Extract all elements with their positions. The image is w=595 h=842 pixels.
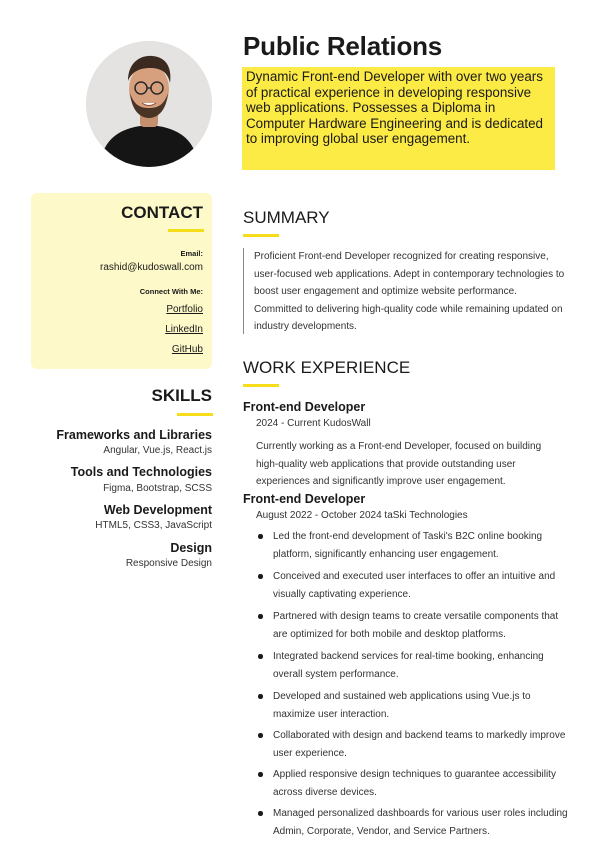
email-value[interactable]: rashid@kudoswall.com (100, 262, 203, 273)
list-item: Applied responsive design techniques to guarantee accessibility across diverse devices. (258, 766, 568, 801)
connect-label: Connect With Me: (139, 287, 203, 296)
skills-heading: SKILLS (151, 386, 212, 405)
resume-title: Public Relations (243, 31, 443, 61)
skill-group-items: Angular, Vue.js, React.js (103, 445, 212, 456)
avatar-illustration (86, 41, 212, 167)
job-meta: 2024 - Current KudosWall (256, 418, 371, 429)
skill-group-items: Figma, Bootstrap, SCSS (103, 483, 212, 494)
skill-group-name: Design (170, 541, 212, 555)
list-item: Managed personalized dashboards for various user roles including Admin, Corporate, Vendor, and Service Partners. (258, 805, 568, 840)
list-item: Developed and sustained web applications using Vue.js to maximize user interaction. (258, 688, 568, 723)
skill-group-name: Tools and Technologies (70, 465, 212, 479)
list-item: Partnered with design teams to create versatile components that are optimized for both mobile and desktop platforms. (258, 608, 568, 643)
github-link[interactable]: GitHub (171, 344, 203, 355)
summary-text: Proficient Front-end Developer recognized for creating responsive, user-focused web applications. Adept in contemporary technologies to boost user engagement and optimize website performance. Committed to delivering high-quality code while remaining updated on industry developments. (243, 248, 565, 334)
skill-group-name: Frameworks and Libraries (56, 428, 212, 442)
list-item: Conceived and executed user interfaces to offer an intuitive and visually captivating experience. (258, 568, 568, 603)
email-label: Email: (180, 249, 203, 258)
skill-group-name: Web Development (103, 503, 212, 517)
skill-group-items: Responsive Design (125, 558, 212, 569)
skill-group-items: HTML5, CSS3, JavaScript (95, 520, 212, 531)
list-item: Integrated backend services for real-time booking, enhancing overall system performance. (258, 648, 568, 683)
profile-photo (86, 41, 212, 167)
list-item: Collaborated with design and backend teams to markedly improve user experience. (258, 727, 568, 762)
job-meta: August 2022 - October 2024 taSki Technologies (256, 510, 468, 521)
job-title: Front-end Developer (243, 492, 366, 506)
tagline-highlight: Dynamic Front-end Developer with over two years of practical experience in developing responsive web applications. Possesses a Diploma in Computer Hardware Engineering and is dedicated to improving global user engagement. (242, 67, 555, 170)
work-experience-heading-underline (243, 384, 279, 387)
list-item: Led the front-end development of Taski's B2C online booking platform, significantly enhancing user engagement. (258, 528, 568, 563)
portfolio-link[interactable]: Portfolio (166, 304, 203, 315)
work-experience-heading: WORK EXPERIENCE (243, 358, 411, 377)
linkedin-link[interactable]: LinkedIn (165, 324, 203, 335)
contact-heading-underline (168, 229, 204, 232)
summary-heading: SUMMARY (243, 208, 330, 227)
job-title: Front-end Developer (243, 400, 366, 414)
summary-heading-underline (243, 234, 279, 237)
contact-heading: CONTACT (121, 203, 203, 222)
job-description: Currently working as a Front-end Developer, focused on building high-quality web applications that provide outstanding user experiences and significantly improve user engagement. (256, 441, 542, 487)
skills-heading-underline (177, 413, 213, 416)
